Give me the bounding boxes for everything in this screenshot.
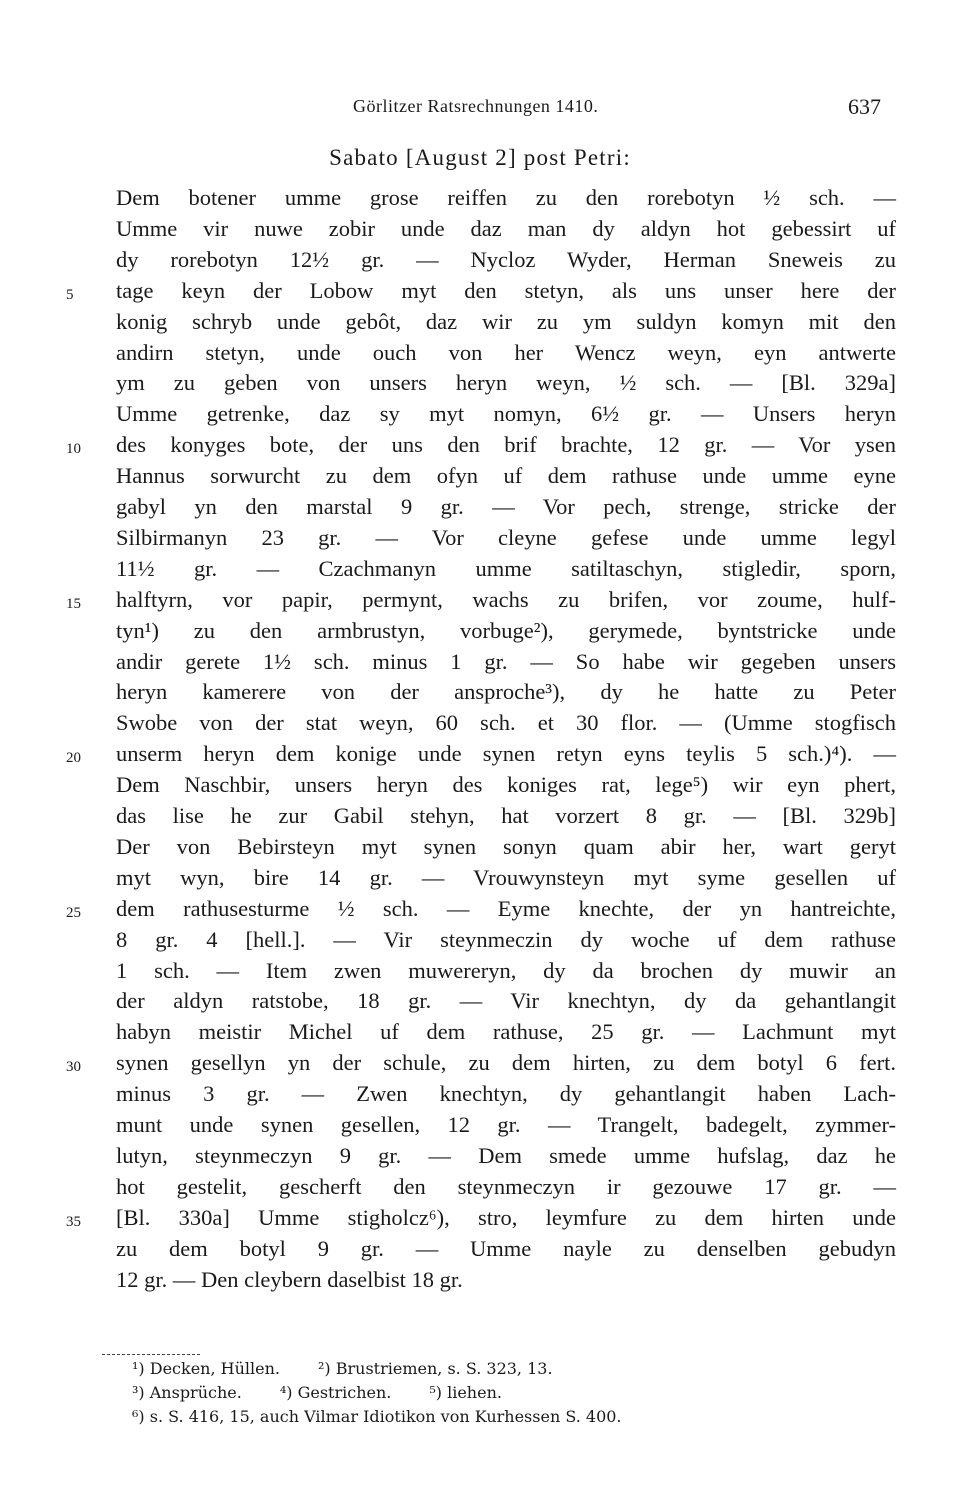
text-line: Dem botener umme grose reiffen zu den rorebotyn ½ sch. —	[116, 185, 896, 210]
text-line: minus 3 gr. — Zwen knechtyn, dy gehantlangit haben Lach-	[116, 1081, 896, 1106]
text-line: andir gerete 1½ sch. minus 1 gr. — So habe wir gegeben unsers	[116, 649, 896, 674]
text-line: der aldyn ratstobe, 18 gr. — Vir knechtyn, dy da gehantlangit	[116, 988, 896, 1013]
text-line: 1 sch. — Item zwen muwereryn, dy da brochen dy muwir an	[116, 958, 896, 983]
text-line: dy rorebotyn 12½ gr. — Nycloz Wyder, Herman Sneweis zu	[116, 247, 896, 272]
text-line: 11½ gr. — Czachmanyn umme satiltaschyn, stigledir, sporn,	[116, 556, 896, 581]
footnote: ⁴) Gestrichen.	[279, 1383, 392, 1402]
footnote: ⁵) liehen.	[429, 1383, 502, 1402]
text-line: tyn¹) zu den armbrustyn, vorbuge²), gerymede, byntstricke unde	[116, 618, 896, 643]
text-line: ym zu geben von unsers heryn weyn, ½ sch. — [Bl. 329a]	[116, 370, 896, 395]
text-line: unserm heryn dem konige unde synen retyn eyns teylis 5 sch.)⁴). —	[116, 741, 896, 766]
text-line: synen gesellyn yn der schule, zu dem hirten, zu dem botyl 6 fert.	[116, 1050, 896, 1075]
text-line: lutyn, steynmeczyn 9 gr. — Dem smede umme hufslag, daz he	[116, 1143, 896, 1168]
text-line: tage keyn der Lobow myt den stetyn, als uns unser here der	[116, 278, 896, 303]
text-line: des konyges bote, der uns den brif brachte, 12 gr. — Vor ysen	[116, 432, 896, 457]
text-line: heryn kamerere von der ansproche³), dy he hatte zu Peter	[116, 679, 896, 704]
text-line: habyn meistir Michel uf dem rathuse, 25 gr. — Lachmunt myt	[116, 1019, 896, 1044]
footnote-rule	[102, 1354, 200, 1355]
text-line: 12 gr. — Den cleybern daselbist 18 gr.	[116, 1267, 463, 1292]
footnote: ¹) Decken, Hüllen.	[132, 1359, 280, 1378]
footnote-row	[132, 1406, 660, 1428]
running-head	[0, 96, 960, 124]
text-line: konig schryb unde gebôt, daz wir zu ym suldyn komyn mit den	[116, 309, 896, 334]
text-line: halftyrn, vor papir, permynt, wachs zu brifen, vor zoume, hulf-	[116, 587, 896, 612]
text-line: hot gestelit, gescherft den steynmeczyn ir gezouwe 17 gr. —	[116, 1174, 896, 1199]
text-line: [Bl. 330a] Umme stigholcz⁶), stro, leymfure zu dem hirten unde	[116, 1205, 896, 1230]
text-line: gabyl yn den marstal 9 gr. — Vor pech, strenge, stricke der	[116, 494, 896, 519]
page-number: 637	[848, 94, 881, 119]
text-line: das lise he zur Gabil stehyn, hat vorzert 8 gr. — [Bl. 329b]	[116, 803, 896, 828]
text-line: andirn stetyn, unde ouch von her Wencz weyn, eyn antwerte	[116, 340, 896, 365]
footnote: ²) Brustriemen, s. S. 323, 13.	[318, 1359, 553, 1378]
text-line: Silbirmanyn 23 gr. — Vor cleyne gefese unde umme legyl	[116, 525, 896, 550]
text-line: myt wyn, bire 14 gr. — Vrouwynsteyn myt syme gesellen uf	[116, 865, 896, 890]
text-line: 8 gr. 4 [hell.]. — Vir steynmeczin dy woche uf dem rathuse	[116, 927, 896, 952]
footnote-row	[132, 1382, 540, 1404]
text-line: dem rathusesturme ½ sch. — Eyme knechte, der yn hantreichte,	[116, 896, 896, 921]
text-line: Umme vir nuwe zobir unde daz man dy aldyn hot gebessirt uf	[116, 216, 896, 241]
footnote: ⁶) s. S. 416, 15, auch Vilmar Idiotikon von Kurhessen S. 400.	[132, 1407, 622, 1426]
text-line: Swobe von der stat weyn, 60 sch. et 30 flor. — (Umme stogfisch	[116, 710, 896, 735]
line-number: 35	[66, 1214, 81, 1230]
text-line: Dem Naschbir, unsers heryn des koniges rat, lege⁵) wir eyn phert,	[116, 772, 896, 797]
running-head-title: Görlitzer Ratsrechnungen 1410.	[353, 96, 599, 116]
line-number: 30	[66, 1059, 81, 1075]
text-line: munt unde synen gesellen, 12 gr. — Trangelt, badegelt, zymmer-	[116, 1112, 896, 1137]
line-number: 15	[66, 596, 81, 612]
section-heading: Sabato [August 2] post Petri:	[329, 145, 631, 170]
line-number: 10	[66, 441, 81, 457]
text-line: Hannus sorwurcht zu dem ofyn uf dem rathuse unde umme eyne	[116, 463, 896, 488]
text-line: zu dem botyl 9 gr. — Umme nayle zu denselben gebudyn	[116, 1236, 896, 1261]
line-number: 5	[66, 287, 74, 303]
footnote: ³) Ansprüche.	[132, 1383, 242, 1402]
line-number: 20	[66, 750, 81, 766]
line-number: 25	[66, 905, 81, 921]
footnote-row	[132, 1358, 591, 1380]
text-line: Umme getrenke, daz sy myt nomyn, 6½ gr. — Unsers heryn	[116, 401, 896, 426]
text-line: Der von Bebirsteyn myt synen sonyn quam abir her, wart geryt	[116, 834, 896, 859]
